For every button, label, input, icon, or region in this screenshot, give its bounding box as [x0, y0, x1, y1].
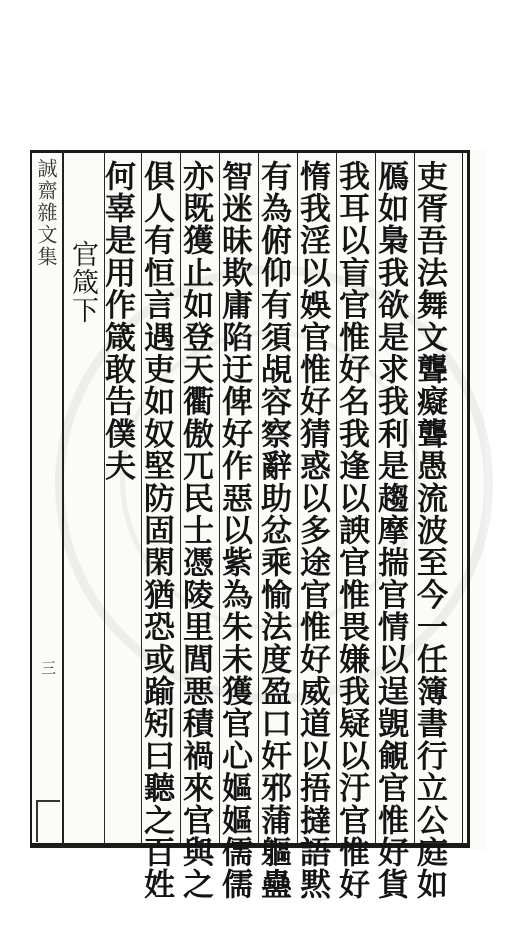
frame-right-inner-border — [462, 150, 463, 848]
text-column: 有為俯仰有須覘容察辭助忿乘愉法度盈口奸邪蒲軀蠱 — [255, 160, 291, 901]
text-column: 俱人有恒言遇吏如奴堅防固閑猶恐或踰矧曰聽之百姓 — [138, 160, 174, 901]
text-column: 鴈如梟我欲是求我利是趨摩揣官情以逞覬覦官惟好貨 — [372, 160, 408, 901]
text-column: 何辜是用作箴敢告僕夫 — [99, 160, 135, 482]
section-title: 官箴下 — [67, 240, 98, 325]
banxin-fish-tail-mark — [36, 800, 60, 842]
text-column: 惰我淫以娛官惟好猜惑以多途官惟好威道以捂撻語黙 — [294, 160, 330, 901]
frame-top-border — [30, 150, 470, 153]
text-column: 亦既獲止如登天衢傲兀民士憑陵里閭悪積禍來官與之 — [177, 160, 213, 901]
frame-right-border — [467, 150, 470, 848]
banxin-page-number: 三 — [39, 660, 57, 675]
banxin-title: 誠齋雜文集 — [34, 158, 58, 268]
text-column: 我耳以盲官惟好名我逢以諛官惟畏嫌我疑以汙官惟好 — [333, 160, 369, 901]
text-column: 吏胥吾法舞文聾癡聾愚流波至今一任簿書行立公庭如 — [411, 160, 447, 901]
text-column: 智迷昧欺庸陷迂俾好作惡以紫為朱未獲官心嫗嫗儒儒 — [216, 160, 252, 901]
